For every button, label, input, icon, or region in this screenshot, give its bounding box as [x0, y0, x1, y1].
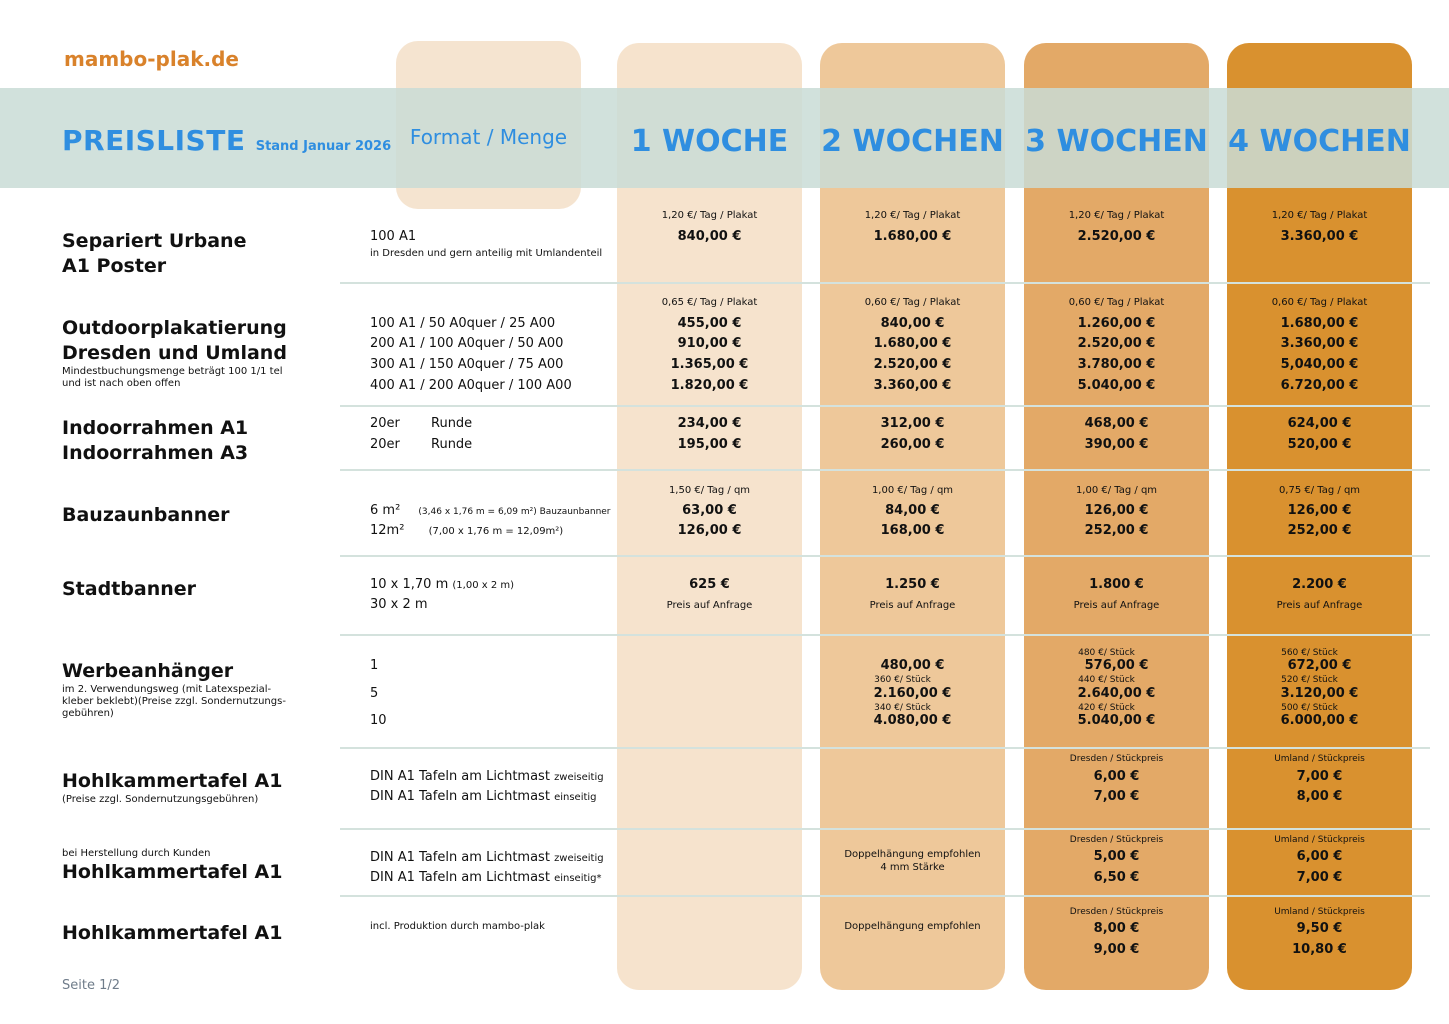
price-cell: 168,00 €: [880, 523, 945, 538]
unit-price: 1,20 €/ Tag / Plakat: [661, 210, 758, 221]
price-cell: 6.720,00 €: [1280, 378, 1359, 393]
price-cell: 10,80 €: [1292, 942, 1347, 957]
format-cell: Runde: [431, 416, 473, 431]
stand-date: Stand Januar 2026: [255, 139, 392, 154]
row-note: im 2. Verwendungsweg (mit Latexspezial-: [62, 684, 272, 695]
quantity-cell: 5: [370, 686, 379, 701]
price-cell: 840,00 €: [677, 229, 742, 244]
unit-price: 1,00 €/ Tag / qm: [871, 485, 954, 496]
format-cell: 300 A1 / 150 A0quer / 75 A00: [370, 357, 564, 372]
price-cell: 8,00 €: [1093, 921, 1140, 936]
price-cell: 468,00 €: [1084, 416, 1149, 431]
row-title-line: Indoorrahmen A3: [62, 442, 249, 464]
format-header: Format / Menge: [409, 125, 568, 149]
page-title: [62, 124, 391, 157]
row-divider: [340, 555, 1430, 557]
price-cell: 672,00 €: [1287, 658, 1352, 673]
format-note: (1,00 x 2 m): [452, 580, 515, 591]
price-cell: 625 €: [689, 577, 730, 592]
price-note: Preis auf Anfrage: [666, 600, 753, 611]
unit-price: 1,20 €/ Tag / Plakat: [1271, 210, 1368, 221]
format-cell: [370, 575, 514, 596]
price-cell: 840,00 €: [880, 316, 945, 331]
price-cell: 3.780,00 €: [1077, 357, 1156, 372]
format-note: (7,00 x 1,76 m = 12,09m²): [428, 526, 564, 537]
unit-price: 0,60 €/ Tag / Plakat: [1068, 297, 1165, 308]
row-title-line: Werbeanhänger: [62, 660, 234, 682]
row-title-hohlkammer-2: [62, 848, 282, 885]
price-cell: 6,00 €: [1296, 849, 1343, 864]
format-size: 12m²: [370, 523, 405, 538]
row-title-a1-poster: [62, 229, 246, 279]
price-cell: 6,00 €: [1093, 769, 1140, 784]
price-cell: 7,00 €: [1296, 769, 1343, 784]
format-cell: 100 A1 / 50 A0quer / 25 A00: [370, 316, 556, 331]
unit-price: 500 €/ Stück: [1281, 703, 1338, 713]
price-cell: 576,00 €: [1084, 658, 1149, 673]
price-note: Doppelhängung empfohlen: [844, 849, 981, 860]
format-cell: 30 x 2 m: [370, 597, 428, 612]
price-note: Preis auf Anfrage: [1276, 600, 1363, 611]
unit-price: 0,60 €/ Tag / Plakat: [864, 297, 961, 308]
price-cell: 2.520,00 €: [1077, 336, 1156, 351]
row-divider: [340, 405, 1430, 407]
row-title-werbeanhaenger: [62, 659, 286, 720]
price-cell: 252,00 €: [1287, 523, 1352, 538]
format-cell: 100 A1: [370, 229, 417, 244]
row-title-hohlkammer-3: Hohlkammertafel A1: [62, 922, 283, 944]
row-note: bei Herstellung durch Kunden: [62, 848, 211, 859]
row-title-line: Indoorrahmen A1: [62, 417, 249, 439]
quantity-cell: 1: [370, 658, 379, 673]
price-cell: 2.640,00 €: [1077, 686, 1156, 701]
week3-header: 3 WOCHEN: [1025, 124, 1208, 159]
format-cell: [370, 767, 604, 788]
format-cell: [370, 521, 563, 542]
price-cell: 5,00 €: [1093, 849, 1140, 864]
format-size: 10 x 1,70 m: [370, 577, 449, 592]
price-cell: 2.200 €: [1292, 577, 1347, 592]
price-cell: 1.365,00 €: [670, 357, 749, 372]
format-note: zweiseitig: [554, 772, 604, 783]
price-cell: 9,50 €: [1296, 921, 1343, 936]
price-cell: 3.120,00 €: [1280, 686, 1359, 701]
format-cell: [370, 501, 611, 522]
row-note: gebühren): [62, 708, 114, 719]
format-note: einseitig: [554, 792, 597, 803]
row-title-line: Hohlkammertafel A1: [62, 770, 283, 792]
row-title-line: Hohlkammertafel A1: [62, 861, 283, 883]
format-cell: 200 A1 / 100 A0quer / 50 A00: [370, 336, 564, 351]
price-cell: 3.360,00 €: [873, 378, 952, 393]
price-note: Preis auf Anfrage: [1073, 600, 1160, 611]
price-cell: 1.680,00 €: [1280, 316, 1359, 331]
price-cell: 1.260,00 €: [1077, 316, 1156, 331]
price-label: Umland / Stückpreis: [1274, 754, 1365, 764]
price-cell: 390,00 €: [1084, 437, 1149, 452]
row-divider: [340, 895, 1430, 897]
unit-price: 520 €/ Stück: [1281, 675, 1338, 685]
price-cell: 9,00 €: [1093, 942, 1140, 957]
price-cell: 2.520,00 €: [873, 357, 952, 372]
format-cell: [370, 787, 597, 808]
row-divider: [340, 634, 1430, 636]
format-cell: [370, 868, 602, 889]
row-note: und ist nach oben offen: [62, 378, 181, 389]
price-cell: 84,00 €: [885, 503, 940, 518]
price-cell: 6.000,00 €: [1280, 713, 1359, 728]
format-note: in Dresden und gern anteilig mit Umlandenteil: [370, 248, 603, 259]
row-title-bauzaun: Bauzaunbanner: [62, 504, 230, 526]
price-cell: 5,040,00 €: [1280, 357, 1359, 372]
row-note: (Preise zzgl. Sondernutzungsgebühren): [62, 794, 259, 805]
format-text: DIN A1 Tafeln am Lichtmast: [370, 769, 550, 784]
page-number: Seite 1/2: [62, 978, 121, 993]
unit-price: 0,65 €/ Tag / Plakat: [661, 297, 758, 308]
format-cell: incl. Produktion durch mambo-plak: [370, 921, 545, 932]
price-label: Dresden / Stückpreis: [1069, 754, 1164, 764]
format-text: DIN A1 Tafeln am Lichtmast: [370, 850, 550, 865]
row-divider: [340, 282, 1430, 284]
price-cell: 260,00 €: [880, 437, 945, 452]
week2-header: 2 WOCHEN: [821, 124, 1004, 159]
row-title-line: Separiert Urbane: [62, 230, 247, 252]
unit-price: 0,60 €/ Tag / Plakat: [1271, 297, 1368, 308]
row-divider: [340, 469, 1430, 471]
price-label: Dresden / Stückpreis: [1069, 907, 1164, 917]
unit-price: 360 €/ Stück: [874, 675, 931, 685]
quantity-cell: 10: [370, 713, 387, 728]
format-cell: [370, 848, 604, 869]
format-text: DIN A1 Tafeln am Lichtmast: [370, 870, 550, 885]
price-cell: 480,00 €: [880, 658, 945, 673]
price-cell: 1.680,00 €: [873, 336, 952, 351]
price-cell: 6,50 €: [1093, 870, 1140, 885]
row-title-stadtbanner: Stadtbanner: [62, 578, 197, 600]
price-note: Preis auf Anfrage: [869, 600, 956, 611]
row-divider: [340, 747, 1430, 749]
price-cell: 1.680,00 €: [873, 229, 952, 244]
format-text: DIN A1 Tafeln am Lichtmast: [370, 789, 550, 804]
row-title-line: A1 Poster: [62, 255, 167, 277]
price-cell: 624,00 €: [1287, 416, 1352, 431]
format-size: 6 m²: [370, 503, 401, 518]
price-cell: 8,00 €: [1296, 789, 1343, 804]
unit-price: 560 €/ Stück: [1281, 648, 1338, 658]
unit-price: 340 €/ Stück: [874, 703, 931, 713]
price-cell: 5.040,00 €: [1077, 713, 1156, 728]
row-note: Mindestbuchungsmenge beträgt 100 1/1 tel: [62, 366, 283, 377]
price-label: Dresden / Stückpreis: [1069, 835, 1164, 845]
price-cell: 195,00 €: [677, 437, 742, 452]
price-cell: 910,00 €: [677, 336, 742, 351]
price-cell: 252,00 €: [1084, 523, 1149, 538]
price-cell: 2.160,00 €: [873, 686, 952, 701]
unit-price: 1,20 €/ Tag / Plakat: [1068, 210, 1165, 221]
unit-price: 1,50 €/ Tag / qm: [668, 485, 751, 496]
week1-header: 1 WOCHE: [630, 124, 789, 159]
unit-price: 1,00 €/ Tag / qm: [1075, 485, 1158, 496]
format-note: zweiseitig: [554, 853, 604, 864]
price-cell: 7,00 €: [1296, 870, 1343, 885]
format-cell: 20er: [370, 437, 400, 452]
row-note: kleber beklebt)(Preise zzgl. Sondernutzungs-: [62, 696, 286, 707]
week4-header: 4 WOCHEN: [1228, 124, 1411, 159]
row-title-line: Dresden und Umland: [62, 342, 287, 364]
price-cell: 455,00 €: [677, 316, 742, 331]
price-cell: 312,00 €: [880, 416, 945, 431]
price-cell: 2.520,00 €: [1077, 229, 1156, 244]
price-cell: 520,00 €: [1287, 437, 1352, 452]
row-title-hohlkammer-1: [62, 769, 282, 806]
unit-price: 1,20 €/ Tag / Plakat: [864, 210, 961, 221]
price-cell: 1.250 €: [885, 577, 940, 592]
price-cell: 3.360,00 €: [1280, 336, 1359, 351]
price-label: Umland / Stückpreis: [1274, 907, 1365, 917]
price-cell: 126,00 €: [1084, 503, 1149, 518]
unit-price: 420 €/ Stück: [1078, 703, 1135, 713]
brand-logo[interactable]: mambo-plak.de: [64, 47, 239, 71]
row-title-outdoor: [62, 316, 287, 390]
format-note: einseitig*: [554, 873, 602, 884]
price-cell: 1.820,00 €: [670, 378, 749, 393]
format-note: (3,46 x 1,76 m = 6,09 m²) Bauzaunbanner: [418, 507, 611, 517]
price-cell: 234,00 €: [677, 416, 742, 431]
price-note: 4 mm Stärke: [880, 862, 945, 873]
price-note: Doppelhängung empfohlen: [844, 921, 981, 932]
price-cell: 1.800 €: [1089, 577, 1144, 592]
price-cell: 4.080,00 €: [873, 713, 952, 728]
price-label: Umland / Stückpreis: [1274, 835, 1365, 845]
row-title-indoor: [62, 416, 248, 466]
price-cell: 63,00 €: [682, 503, 737, 518]
unit-price: 440 €/ Stück: [1078, 675, 1135, 685]
price-cell: 126,00 €: [677, 523, 742, 538]
format-cell: 20er: [370, 416, 400, 431]
price-cell: 126,00 €: [1287, 503, 1352, 518]
row-title-line: Outdoorplakatierung: [62, 317, 287, 339]
price-cell: 5.040,00 €: [1077, 378, 1156, 393]
unit-price: 0,75 €/ Tag / qm: [1278, 485, 1361, 496]
unit-price: 480 €/ Stück: [1078, 648, 1135, 658]
row-divider: [340, 828, 1430, 830]
price-cell: 7,00 €: [1093, 789, 1140, 804]
price-cell: 3.360,00 €: [1280, 229, 1359, 244]
title-text: PREISLISTE: [62, 124, 246, 157]
format-cell: 400 A1 / 200 A0quer / 100 A00: [370, 378, 572, 393]
format-cell: Runde: [431, 437, 473, 452]
